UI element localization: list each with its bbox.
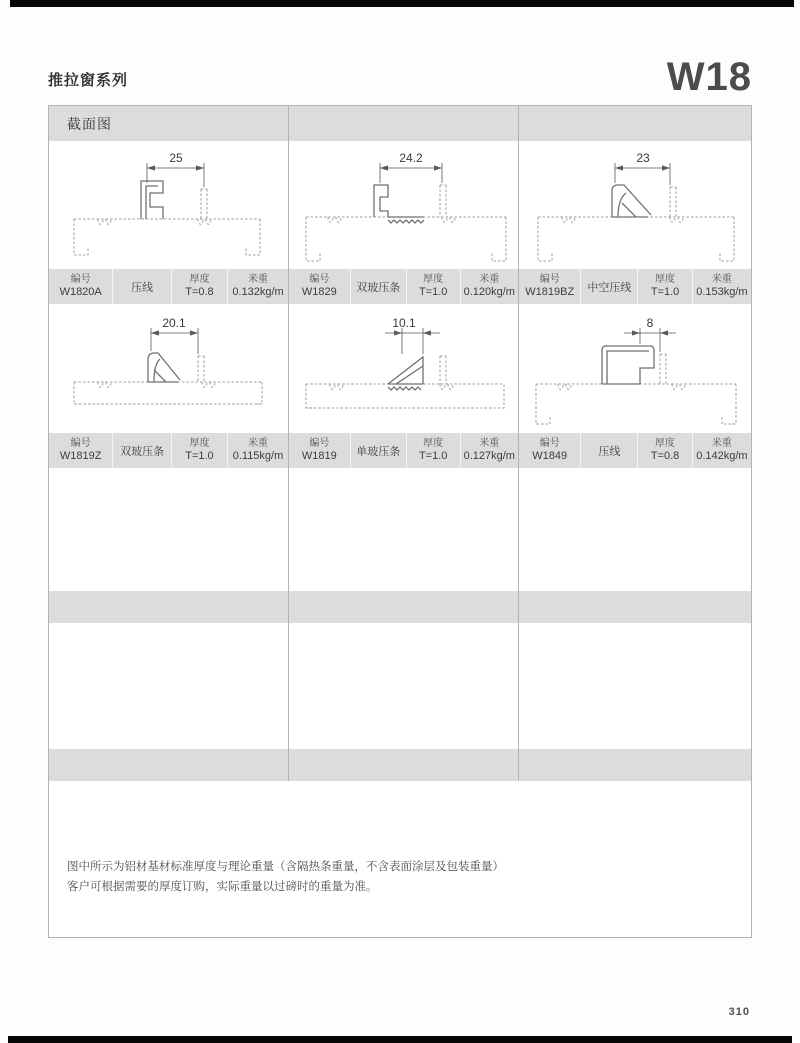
- dimension-10.1: [385, 316, 440, 354]
- info-row-4-empty: [49, 749, 751, 781]
- diagram-cell-w1829: [288, 141, 518, 269]
- dimension-24.2: [380, 151, 442, 183]
- profile-drawing-w1849: [520, 304, 751, 433]
- weight-cell: 米重 0.132kg/m: [227, 269, 288, 304]
- svg-text:8: 8: [646, 316, 653, 330]
- info-row-2: [49, 433, 751, 468]
- empty-info-cell: [49, 749, 288, 781]
- svg-text:24.2: 24.2: [398, 151, 423, 165]
- empty-diagram-cell: [518, 468, 751, 591]
- code-cell: 编号 W1819Z: [59, 438, 102, 462]
- profile-drawing-w1820a: [50, 141, 287, 269]
- weight-cell: 米重 0.142kg/m: [692, 433, 751, 468]
- profile-info-w1849: [518, 433, 751, 468]
- base-profile-outline: [306, 356, 504, 408]
- svg-text:10.1: 10.1: [391, 316, 416, 330]
- footnote-line-1: 图中所示为铝材基材标准厚度与理论重量（含隔热条重量，不含表面涂层及包装重量）: [67, 861, 504, 873]
- page-number: 310: [728, 1006, 750, 1018]
- series-title: 推拉窗系列: [48, 72, 129, 89]
- bead-profile-outline: [374, 185, 424, 223]
- profile-drawing-w1819bz: [520, 141, 751, 269]
- diagram-cell-w1819z: [49, 304, 288, 433]
- name-cell: 双玻压条: [112, 433, 171, 468]
- thickness-cell: 厚度 T=1.0: [637, 269, 692, 304]
- info-row-1: [49, 269, 751, 304]
- weight-cell: 米重 0.127kg/m: [460, 433, 518, 468]
- thickness-cell: 厚度 T=0.8: [637, 433, 692, 468]
- page-bottom-edge-bar: [8, 1036, 792, 1043]
- table-header-row: [49, 106, 751, 141]
- thickness-cell: 厚度 T=1.0: [171, 433, 227, 468]
- profile-info-w1819z: [49, 433, 288, 468]
- empty-info-cell: [288, 749, 518, 781]
- code-cell: 编号 W1819: [301, 438, 337, 462]
- empty-info-cell: [49, 591, 288, 623]
- base-profile-outline: [74, 356, 262, 404]
- diagram-row-2: [49, 304, 751, 433]
- empty-diagram-cell: [49, 623, 288, 749]
- base-profile-outline: [306, 185, 506, 261]
- diagram-row-4-empty: [49, 623, 751, 749]
- bead-profile-outline: [141, 181, 163, 219]
- header-cell-3: [518, 106, 751, 141]
- bead-profile-outline: [602, 346, 654, 384]
- page-header: [48, 44, 752, 99]
- footnote: [67, 857, 504, 897]
- profile-info-w1819: [288, 433, 518, 468]
- dimension-23: [615, 151, 670, 185]
- name-cell: 单玻压条: [350, 433, 406, 468]
- empty-diagram-cell: [49, 468, 288, 591]
- dimension-20.1: [151, 316, 198, 354]
- weight-cell: 米重 0.153kg/m: [692, 269, 751, 304]
- name-cell: 压线: [112, 269, 171, 304]
- diagram-cell-w1849: [518, 304, 751, 433]
- empty-info-cell: [288, 591, 518, 623]
- header-cell-1: [49, 106, 288, 141]
- profile-info-w1820a: [49, 269, 288, 304]
- weight-cell: 米重 0.120kg/m: [460, 269, 518, 304]
- diagram-cell-w1819: [288, 304, 518, 433]
- code-cell: 编号 W1819BZ: [525, 274, 575, 298]
- footnote-line-2: 客户可根据需要的厚度订购，实际重量以过磅时的重量为准。: [67, 881, 378, 893]
- info-row-3-empty: [49, 591, 751, 623]
- name-cell: 双玻压条: [350, 269, 406, 304]
- note-row: [49, 781, 751, 937]
- profile-drawing-w1819z: [50, 304, 287, 433]
- svg-text:23: 23: [635, 151, 650, 165]
- section-header: 截面图: [67, 115, 112, 132]
- empty-diagram-cell: [288, 468, 518, 591]
- bead-profile-outline: [612, 185, 651, 217]
- diagram-row-3-empty: [49, 468, 751, 591]
- code-cell: 编号 W1829: [301, 274, 337, 298]
- base-profile-outline: [74, 189, 260, 255]
- weight-cell: 米重 0.115kg/m: [227, 433, 288, 468]
- diagram-cell-w1819bz: [518, 141, 751, 269]
- empty-diagram-cell: [518, 623, 751, 749]
- profile-table: [48, 105, 752, 938]
- page-top-edge-bar: [10, 0, 794, 7]
- profile-drawing-w1829: [290, 141, 518, 269]
- name-cell: 中空压线: [580, 269, 637, 304]
- empty-info-cell: [518, 749, 751, 781]
- empty-diagram-cell: [288, 623, 518, 749]
- name-cell: 压线: [580, 433, 637, 468]
- diagram-cell-w1820a: [49, 141, 288, 269]
- thickness-cell: 厚度 T=1.0: [406, 433, 460, 468]
- svg-text:25: 25: [169, 151, 183, 165]
- code-cell: 编号 W1849: [532, 438, 568, 462]
- series-code: W18: [666, 55, 752, 99]
- bead-profile-outline: [388, 357, 423, 390]
- header-cell-2: [288, 106, 518, 141]
- thickness-cell: 厚度 T=1.0: [406, 269, 460, 304]
- profile-info-w1829: [288, 269, 518, 304]
- bead-profile-outline: [148, 353, 180, 382]
- code-cell: 编号 W1820A: [59, 274, 102, 298]
- thickness-cell: 厚度 T=0.8: [171, 269, 227, 304]
- svg-text:20.1: 20.1: [162, 316, 186, 330]
- diagram-row-1: [49, 141, 751, 269]
- empty-info-cell: [518, 591, 751, 623]
- base-profile-outline: [536, 354, 736, 424]
- profile-info-w1819bz: [518, 269, 751, 304]
- profile-drawing-w1819: [290, 304, 518, 433]
